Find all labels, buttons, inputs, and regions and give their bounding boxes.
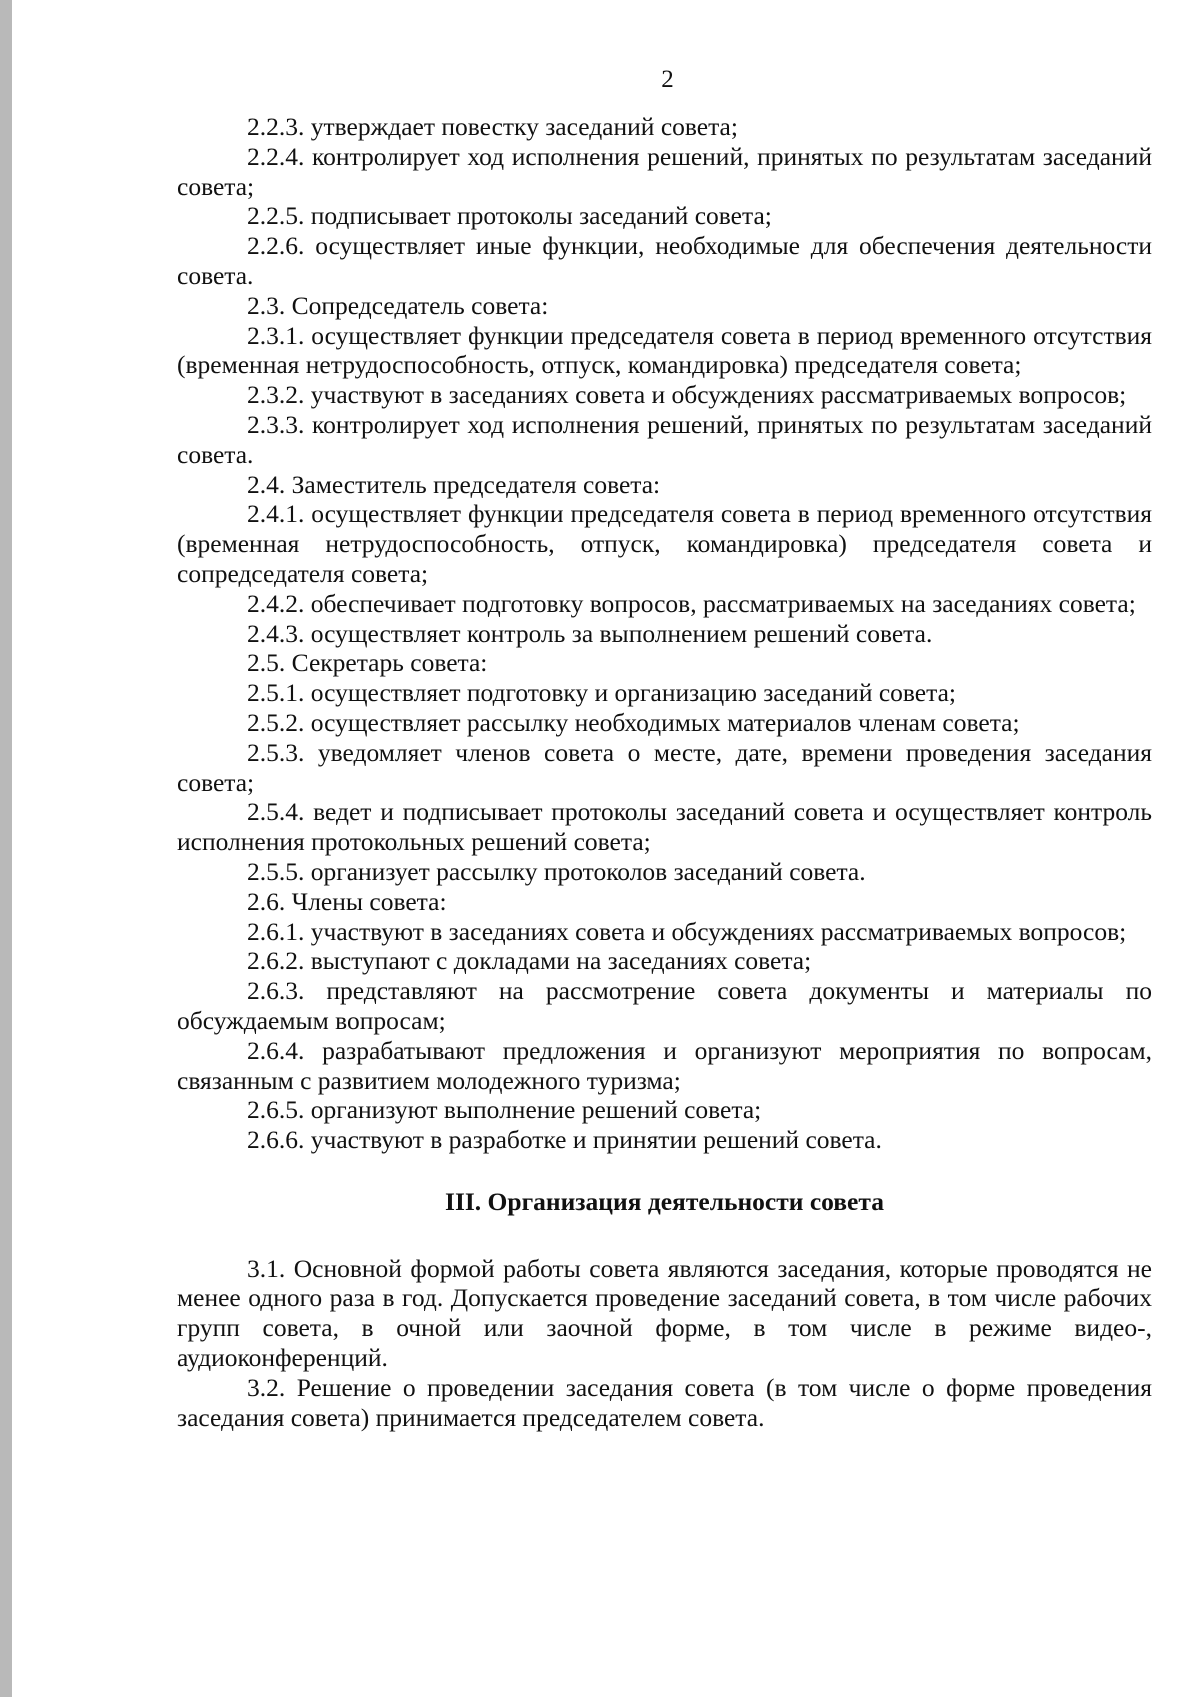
- paragraph-2-6: 2.6. Члены совета:: [247, 886, 447, 916]
- paragraph-2-6-4: 2.6.4. разрабатывают предложения и организуют мероприятия по вопросам, связанным с развитием молодежного туризма;: [177, 1035, 1152, 1095]
- paragraph-2-5-5: 2.5.5. организует рассылку протоколов заседаний совета.: [247, 856, 866, 886]
- paragraph-2-3-3: 2.3.3. контролирует ход исполнения решений, принятых по результатам заседаний совета.: [177, 409, 1152, 469]
- section-heading: III. Организация деятельности совета: [445, 1186, 884, 1216]
- paragraph-2-5-2: 2.5.2. осуществляет рассылку необходимых материалов членам совета;: [247, 707, 1020, 737]
- paragraph-2-4-2: 2.4.2. обеспечивает подготовку вопросов, рассматриваемых на заседаниях совета;: [247, 588, 1136, 618]
- page-number: 2: [661, 66, 674, 93]
- paragraph-2-2-6: 2.2.6. осуществляет иные функции, необходимые для обеспечения деятельности совета.: [177, 231, 1152, 290]
- paragraph-2-3-1: 2.3.1. осуществляет функции председателя совета в период временного отсутствия (временная нетрудоспособность, отпуск, командировка) председателя совета;: [177, 320, 1152, 380]
- paragraph-2-6-6: 2.6.6. участвуют в разработке и принятии решений совета.: [247, 1125, 882, 1155]
- paragraph-2-3-2: 2.3.2. участвуют в заседаниях совета и обсуждениях рассматриваемых вопросов;: [247, 380, 1127, 410]
- paragraph-2-2-5: 2.2.5. подписывает протоколы заседаний совета;: [247, 201, 772, 231]
- paragraph-2-5: 2.5. Секретарь совета:: [247, 648, 488, 678]
- paragraph-2-6-5: 2.6.5. организуют выполнение решений совета;: [247, 1095, 762, 1125]
- document-body: [177, 112, 1152, 1432]
- paragraph-2-5-1: 2.5.1. осуществляет подготовку и организацию заседаний совета;: [247, 678, 956, 708]
- paragraph-2-4-1: 2.4.1. осуществляет функции председателя совета в период временного отсутствия (временная нетрудоспособность, отпуск, командировка) председателя совета и сопредседателя совета;: [177, 499, 1152, 588]
- paragraph-2-6-1: 2.6.1. участвуют в заседаниях совета и обсуждениях рассматриваемых вопросов;: [247, 916, 1127, 946]
- paragraph-2-5-3: 2.5.3. уведомляет членов совета о месте, дате, времени проведения заседания совета;: [177, 737, 1152, 797]
- paragraph-3-2: 3.2. Решение о проведении заседания совета (в том числе о форме проведения заседания совета) принимается председателем совета.: [177, 1372, 1152, 1432]
- paragraph-2-4-3: 2.4.3. осуществляет контроль за выполнением решений совета.: [247, 618, 933, 648]
- paragraph-2-4: 2.4. Заместитель председателя совета:: [247, 469, 661, 499]
- scan-edge-strip: [0, 0, 12, 1697]
- paragraph-2-2-4: 2.2.4. контролирует ход исполнения решений, принятых по результатам заседаний совета;: [177, 141, 1152, 201]
- paragraph-2-5-4: 2.5.4. ведет и подписывает протоколы заседаний совета и осуществляет контроль исполнения протокольных решений совета;: [177, 797, 1152, 857]
- paragraph-2-3: 2.3. Сопредседатель совета:: [247, 290, 549, 320]
- paragraph-2-6-2: 2.6.2. выступают с докладами на заседаниях совета;: [247, 946, 812, 976]
- paragraph-3-1: 3.1. Основной формой работы совета являются заседания, которые проводятся не менее одного раза в год. Допускается проведение заседаний совета, в том числе рабочих групп совета, в очной или заочной форме, в том числе в режиме видео-, аудиоконференций.: [177, 1253, 1152, 1373]
- paragraph-2-2-3: 2.2.3. утверждает повестку заседаний совета;: [247, 112, 738, 141]
- paragraph-2-6-3: 2.6.3. представляют на рассмотрение совета документы и материалы по обсуждаемым вопросам;: [177, 976, 1152, 1035]
